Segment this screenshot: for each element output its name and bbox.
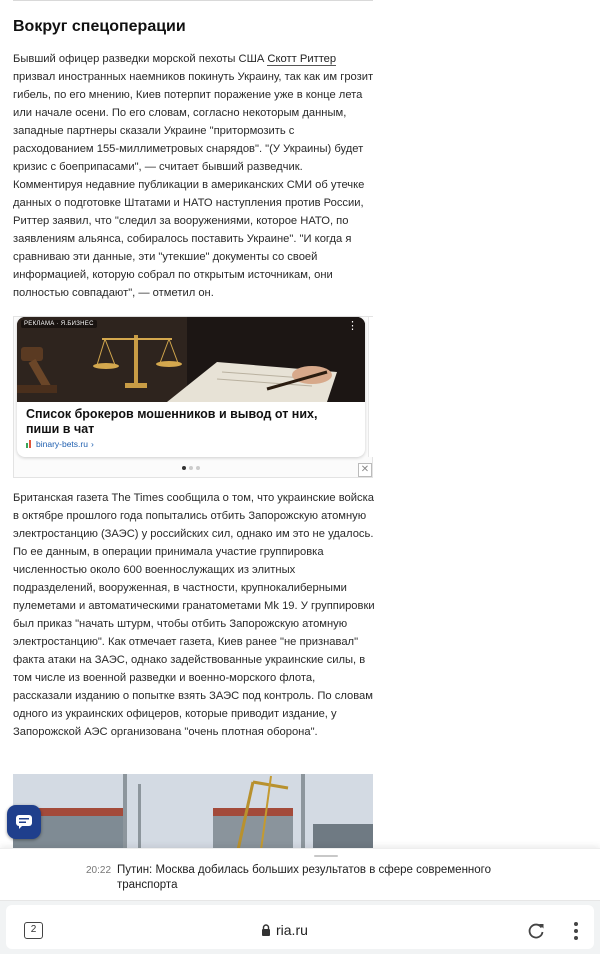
drag-handle[interactable] — [314, 855, 338, 857]
ad-card[interactable] — [17, 317, 365, 457]
divider — [13, 0, 373, 1]
article-paragraph — [13, 50, 375, 302]
close-icon[interactable]: ✕ — [358, 463, 372, 477]
news-headline-link[interactable]: Путин: Москва добилась больших результатов в сфере современного транспорта — [117, 864, 492, 891]
paragraph-text: призвал иностранных наемников покинуть Украину, так как им грозит гибель, по его мнению, Киев потерпит поражение уже в конце лета или начале осени. По его словам, согласно некоторым данным, западные партнеры сказали Украине "притормозить с расходованием 155-миллиметровых снарядов". "(У Украины) будет кризис с боеприпасами", — считает бывший разведчик. Комментируя недавние публикации в американских СМИ об утечке данных о подготовке Штатами и НАТО наступления против России, Риттер заявил, что "следил за вооружениями, которое НАТО, по заявлениям альянса, собиралось поставить Украине". "И когда я сравниваю эти данные, эти "утекшие" документы со своей информацией, которую собрал по открытым источникам, они полностью совпадают", — отметил он. — [13, 71, 374, 299]
paragraph-text: Бывший офицер разведки морской пехоты США — [13, 53, 268, 65]
article-paragraph: Британская газета The Times сообщила о том, что украинские войска в октябре прошлого года попытались отбить Запорожскую атомную электростанцию (ЗАЭС) у российских сил, однако им это не удалось. По ее данным, в операции принимала участие группировка численностью около 600 военнослужащих из элитных подразделений, вооруженная, в частности, крупнокалиберными пулеметами и автоматическими гранатометами Mk 19. У группировки был приказ "начать штурм, чтобы отбить Запорожскую атомную электростанцию". Как отмечает газета, Киев ранее "не признавал" факта атаки на ЗАЭС, однако задействованные украинские силы, в том числе из военной разведки и военно-морского флота, рассказали изданию о попытке взять ЗАЭС под контроль. По словам одного из украинских офицеров, которые приводит издание, у Запорожской АЭС организована "очень плотная оборона". — [13, 492, 375, 738]
vertical-dots-icon[interactable] — [572, 920, 580, 942]
power-plant-image — [13, 774, 373, 850]
ad-menu-icon[interactable]: ⋮ — [347, 320, 358, 332]
ad-block — [13, 316, 373, 478]
news-ticker-sheet[interactable] — [0, 848, 600, 900]
favicon-icon — [26, 440, 33, 448]
chat-button[interactable] — [7, 805, 41, 839]
article-photo[interactable] — [13, 774, 373, 850]
carousel-dots — [182, 466, 200, 470]
next-ad-card-edge[interactable] — [368, 317, 373, 457]
address-bar-container — [6, 905, 594, 949]
ad-domain-link[interactable] — [26, 439, 94, 449]
ad-image-scales — [17, 317, 365, 402]
ad-domain-text: binary-bets.ru — [36, 439, 88, 449]
ad-image[interactable] — [17, 317, 365, 402]
chevron-right-icon: › — [90, 439, 94, 449]
ad-title[interactable]: Список брокеров мошенников и вывод от них, пиши в чат — [26, 407, 318, 436]
carousel-dot[interactable] — [182, 466, 186, 470]
lock-icon — [261, 924, 271, 936]
tab-switcher-button[interactable]: 2 — [24, 922, 43, 939]
person-link[interactable]: Скотт Риттер — [267, 53, 337, 65]
section-title: Вокруг спецоперации — [13, 18, 186, 35]
reload-icon[interactable] — [526, 921, 546, 941]
browser-toolbar — [0, 900, 600, 954]
url-text: ria.ru — [276, 922, 308, 938]
ad-label: РЕКЛАМА · Я.БИЗНЕС — [21, 320, 97, 328]
carousel-dot[interactable] — [189, 466, 193, 470]
address-bar[interactable] — [261, 922, 308, 938]
news-time: 20:22 — [86, 865, 112, 876]
carousel-dot[interactable] — [196, 466, 200, 470]
chat-bubble-icon — [15, 814, 33, 830]
